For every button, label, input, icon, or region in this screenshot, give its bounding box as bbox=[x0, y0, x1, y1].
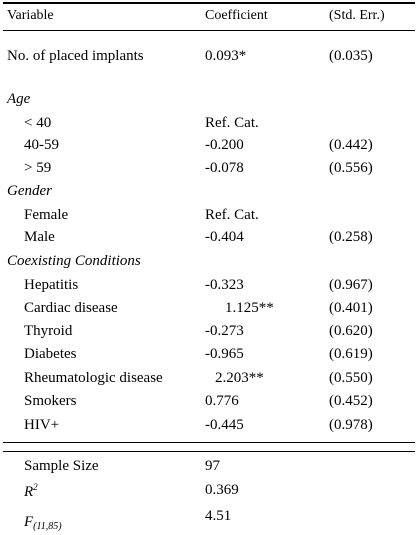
variable-label: No. of placed implants bbox=[7, 48, 144, 64]
std-err-value: (0.452) bbox=[329, 393, 373, 409]
f-value: 4.51 bbox=[205, 508, 232, 524]
coefficient-value: -0.404 bbox=[205, 229, 244, 245]
coefficient-value: -0.965 bbox=[205, 346, 244, 362]
std-err-value: (0.978) bbox=[329, 417, 373, 433]
group-heading: Age bbox=[7, 91, 31, 107]
table-row bbox=[0, 160, 418, 184]
std-err-value: (0.258) bbox=[329, 229, 373, 245]
f-label: $F_{(11,85)}$ bbox=[24, 514, 62, 532]
coefficient-value: Ref. Cat. bbox=[205, 207, 259, 223]
stats-row-sample-size bbox=[0, 458, 418, 482]
table-row bbox=[0, 48, 418, 72]
sample-size-label: Sample Size bbox=[24, 458, 99, 474]
coefficient-value: Ref. Cat. bbox=[205, 115, 259, 131]
table-row bbox=[0, 370, 418, 394]
std-err-value: (0.967) bbox=[329, 277, 373, 293]
coefficient-value: 1.125** bbox=[225, 300, 274, 316]
group-heading-row bbox=[0, 91, 418, 115]
table-row bbox=[0, 300, 418, 324]
std-err-value: (0.556) bbox=[329, 160, 373, 176]
table-row bbox=[0, 346, 418, 370]
header-std-err: (Std. Err.) bbox=[329, 8, 385, 23]
coefficient-value: 0.776 bbox=[205, 393, 239, 409]
header-coefficient: Coefficient bbox=[205, 8, 268, 23]
stats-rule bbox=[3, 451, 415, 452]
coefficient-value: -0.445 bbox=[205, 417, 244, 433]
group-heading: Coexisting Conditions bbox=[7, 253, 141, 269]
header-variable: Variable bbox=[7, 8, 54, 23]
variable-label: Female bbox=[24, 207, 69, 223]
header-row bbox=[0, 5, 418, 29]
stats-row-f bbox=[0, 508, 418, 532]
variable-label: Diabetes bbox=[24, 346, 77, 362]
header-rule bbox=[3, 30, 415, 31]
table-row bbox=[0, 417, 418, 441]
section-rule bbox=[3, 442, 415, 443]
coefficient-value: 2.203** bbox=[215, 370, 264, 386]
table-row bbox=[0, 323, 418, 347]
table-row bbox=[0, 229, 418, 253]
std-err-value: (0.401) bbox=[329, 300, 373, 316]
variable-label: > 59 bbox=[24, 160, 52, 176]
table-row bbox=[0, 393, 418, 417]
table-row bbox=[0, 115, 418, 139]
variable-label: Hepatitis bbox=[24, 277, 79, 293]
variable-label: Smokers bbox=[24, 393, 77, 409]
sample-size-value: 97 bbox=[205, 458, 220, 474]
std-err-value: (0.035) bbox=[329, 48, 373, 64]
r2-label: $R^2$ bbox=[24, 482, 38, 500]
coefficient-value: -0.200 bbox=[205, 137, 244, 153]
group-heading: Gender bbox=[7, 183, 52, 199]
top-rule bbox=[3, 2, 415, 4]
r2-value: 0.369 bbox=[205, 482, 239, 498]
variable-label: Thyroid bbox=[24, 323, 73, 339]
table-row bbox=[0, 277, 418, 301]
coefficient-value: -0.273 bbox=[205, 323, 244, 339]
stats-row-r2 bbox=[0, 482, 418, 506]
std-err-value: (0.619) bbox=[329, 346, 373, 362]
coefficient-value: -0.323 bbox=[205, 277, 244, 293]
std-err-value: (0.620) bbox=[329, 323, 373, 339]
std-err-value: (0.442) bbox=[329, 137, 373, 153]
variable-label: Cardiac disease bbox=[24, 300, 118, 316]
table-row bbox=[0, 137, 418, 161]
group-heading-row bbox=[0, 183, 418, 207]
variable-label: Rheumatologic disease bbox=[24, 370, 163, 386]
std-err-value: (0.550) bbox=[329, 370, 373, 386]
variable-label: 40-59 bbox=[24, 137, 59, 153]
variable-label: < 40 bbox=[24, 115, 52, 131]
group-heading-row bbox=[0, 253, 418, 277]
table-row bbox=[0, 207, 418, 231]
coefficient-value: -0.078 bbox=[205, 160, 244, 176]
variable-label: HIV+ bbox=[24, 417, 60, 433]
variable-label: Male bbox=[24, 229, 55, 245]
coefficient-value: 0.093* bbox=[205, 48, 247, 64]
